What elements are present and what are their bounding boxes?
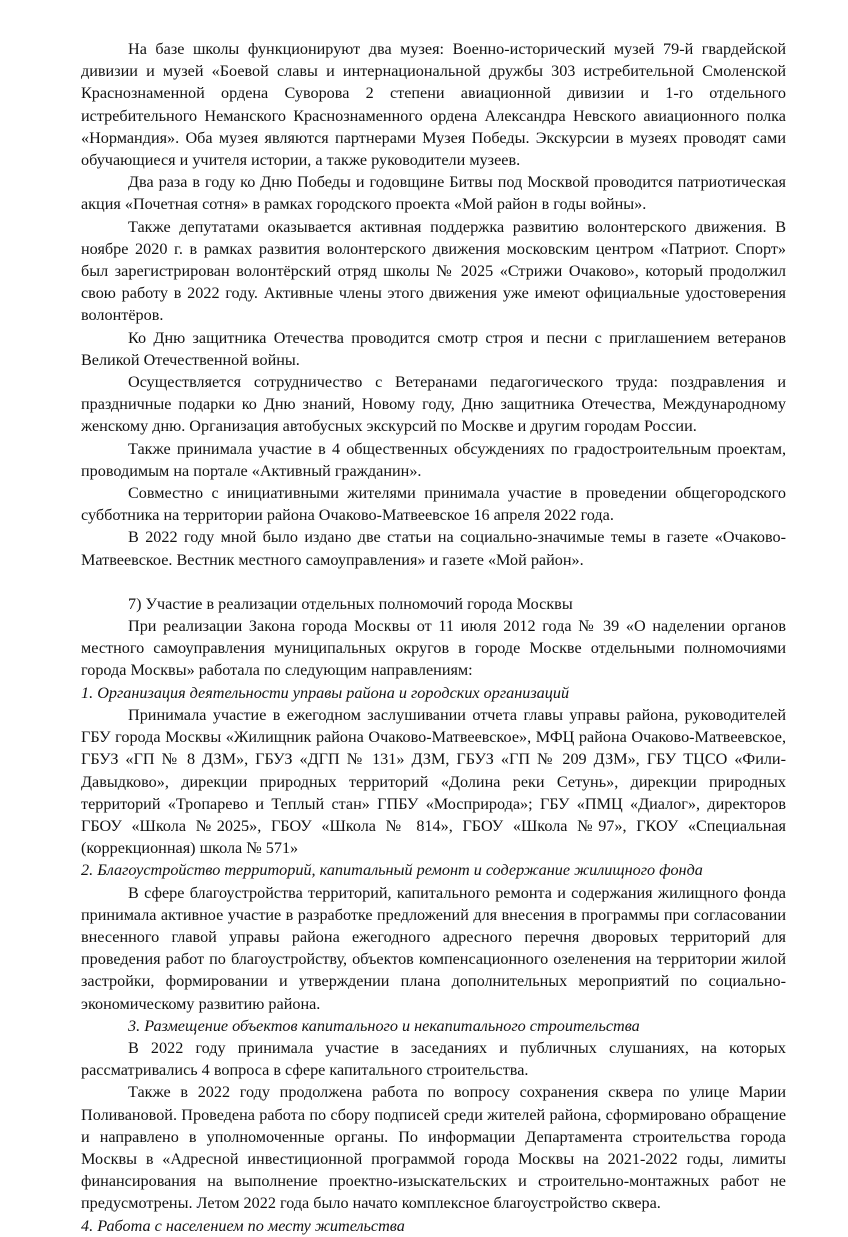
subsection-3-text-1: В 2022 году принимала участие в заседаниях и публичных слушаниях, на которых рассматривались 4 вопроса в сфере капитального строительства. bbox=[81, 1038, 786, 1080]
paragraph-defender-day: Ко Дню защитника Отечества проводится смотр строя и песни с приглашением ветеранов Великой Отечественной войны. bbox=[81, 328, 786, 369]
section-7-intro: При реализации Закона города Москвы от 11 июля 2012 года № 39 «О наделении органов местного самоуправления муниципальных округов в городе Москве отдельными полномочиями города Москвы» работала по следующим направлениям: bbox=[81, 617, 786, 680]
section-7-title: 7) Участие в реализации отдельных полномочий города Москвы bbox=[128, 594, 573, 613]
paragraph-museums: На базе школы функционируют два музея: Военно-исторический музей 79-й гвардейской дивизии и музей «Боевой славы и интернациональной дружбы 303 истребительной Смоленской Краснознаменной ордена Суворова 2 степени авиационной дивизии и 1-го отдельного истребительного Неманского Краснознаменного ордена Александра Невского авиационного полка «Нормандия». Оба музея являются партнерами Музея Победы. Экскурсии в музеях проводят сами обучающиеся и учителя истории, а также руководители музеев. bbox=[81, 40, 786, 170]
subsection-3-title: 3. Размещение объектов капитального и некапитального строительства bbox=[128, 1016, 640, 1035]
subsection-4-title: 4. Работа с населением по месту жительства bbox=[81, 1216, 405, 1235]
subsection-2-title: 2. Благоустройство территорий, капитальный ремонт и содержание жилищного фонда bbox=[81, 861, 703, 880]
subsection-1-title: 1. Организация деятельности управы района и городских организаций bbox=[81, 683, 570, 702]
section-gap bbox=[81, 571, 786, 593]
paragraph-subbotnik: Совместно с инициативными жителями принимала участие в проведении общегородского субботника на территории района Очаково-Матвеевское 16 апреля 2022 года. bbox=[81, 484, 786, 525]
paragraph-articles: В 2022 году мной было издано две статьи на социально-значимые темы в газете «Очаково-Матвеевское. Вестник местного самоуправления» и газете «Мой район». bbox=[81, 528, 786, 569]
subsection-3-text-2: Также в 2022 году продолжена работа по вопросу сохранения сквера по улице Марии Поливановой. Проведена работа по сбору подписей среди жителей района, сформировано обращение и направлено в уполномоченные органы. По информации Департамента строительства города Москвы в «Адресной инвестиционной программой города Москвы на 2021-2022 годы, лимиты финансирования на выполнение проектно-изыскательских и строительно-монтажных работ не предусмотрены. Летом 2022 года было начато комплексное благоустройство сквера. bbox=[81, 1083, 786, 1213]
subsection-2-text: В сфере благоустройства территорий, капитального ремонта и содержания жилищного фонда принимала активное участие в разработке предложений для внесения в программы при согласовании внесенного главой управы района ежегодного адресного перечня дворовых территорий для проведения работ по благоустройству, объектов компенсационного озеленения на территории жилой застройки, формировании и утверждении плана дополнительных мероприятий по социально-экономическому развитию района. bbox=[81, 883, 786, 1013]
paragraph-volunteers: Также депутатами оказывается активная поддержка развитию волонтерского движения. В ноябре 2020 г. в рамках развития волонтерского движения московским центром «Патриот. Спорт» был зарегистрирован волонтёрский отряд школы № 2025 «Стрижи Очаково», который продолжил свою работу в 2022 году. Активные члены этого движения уже имеют официальные удостоверения волонтёров. bbox=[81, 217, 786, 325]
paragraph-patriotic-action: Два раза в году ко Дню Победы и годовщине Битвы под Москвой проводится патриотическая акция «Почетная сотня» в рамках городского проекта «Мой район в годы войны». bbox=[81, 173, 786, 214]
paragraph-public-discussions: Также принимала участие в 4 общественных обсуждениях по градостроительным проектам, проводимым на портале «Активный гражданин». bbox=[81, 439, 786, 480]
subsection-1-text: Принимала участие в ежегодном заслушивании отчета главы управы района, руководителей ГБУ города Москвы «Жилищник района Очаково-Матвеевское», МФЦ района Очаково-Матвеевское, ГБУЗ «ГП № 8 ДЗМ», ГБУЗ «ДГП № 131» ДЗМ, ГБУЗ «ГП № 209 ДЗМ», ГБУ ТЦСО «Фили-Давыдково», дирекции природных территорий «Долина реки Сетунь», дирекции природных территорий «Тропарево и Теплый стан» ГПБУ «Мосприрода»; ГБУ «ПМЦ «Диалог», директоров ГБОУ «Школа №2025», ГБОУ «Школа № 814», ГБОУ «Школа №97», ГКОУ «Специальная (коррекционная) школа № 571» bbox=[81, 705, 786, 858]
paragraph-veterans: Осуществляется сотрудничество с Ветеранами педагогического труда: поздравления и праздничные подарки ко Дню знаний, Новому году, Дню защитника Отечества, Международному женскому дню. Организация автобусных экскурсий по Москве и другим городам России. bbox=[81, 373, 786, 436]
